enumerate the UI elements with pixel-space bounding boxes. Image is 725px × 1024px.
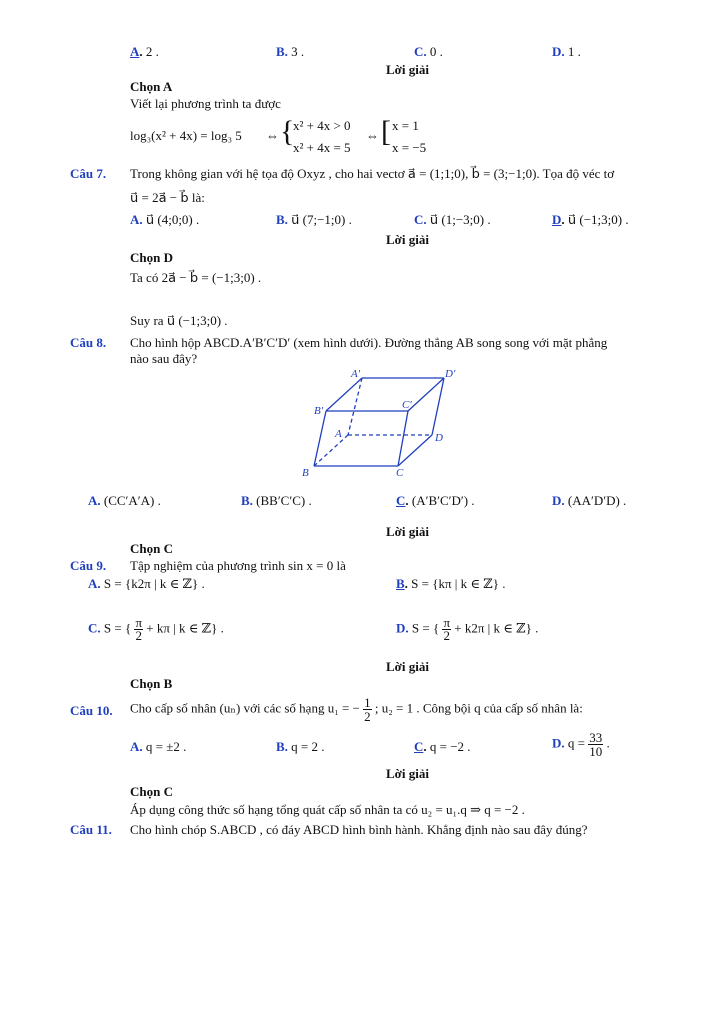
q8-text: Cho hình hộp ABCD.A′B′C′D′ (xem hình dưới). Đường thẳng AB song song với mặt phẳng	[130, 335, 608, 350]
q7-option-a[interactable]: A. u⃗ (4;0;0) .	[130, 212, 200, 227]
q7-option-c[interactable]: C. u⃗ (1;−3;0) .	[414, 212, 491, 227]
q9-option-d-post: + k2π | k ∈ ℤ} .	[454, 620, 539, 636]
q9-option-c-frac-den: 2	[135, 628, 142, 643]
q10-frac-num: 1	[364, 695, 371, 710]
q10-text	[130, 696, 583, 723]
q6-option-d-key: D	[552, 44, 562, 59]
q6-option-c-key: C	[414, 44, 424, 59]
q10-option-d-pre: q =	[567, 735, 585, 751]
edge-a1-b1	[326, 378, 362, 411]
q7-option-d-text: u⃗ (−1;3;0) .	[567, 212, 629, 227]
q10-option-d-frac-num: 33	[589, 730, 603, 745]
vertex-label-a: A	[335, 428, 342, 440]
q11-label: Câu 11.	[70, 822, 112, 837]
q7-option-b-key: B	[276, 212, 285, 227]
vertex-label-b: B	[302, 467, 309, 479]
q9-option-a[interactable]: A. S = {k2π | k ∈ ℤ} .	[88, 576, 205, 591]
q11-text: Cho hình chóp S.ABCD , có đáy ABCD hình bình hành. Khẳng định nào sau đây đúng?	[130, 822, 588, 837]
q9-option-c-pre: S = {	[103, 620, 132, 636]
q9-option-d-frac-den: 2	[443, 628, 450, 643]
q8-option-d-key: D	[552, 493, 562, 508]
q6-sys2-b: x = −5	[392, 140, 427, 155]
q8-option-c-text: (A′B′C′D′) .	[411, 493, 475, 508]
q10-option-d-frac-den: 10	[589, 744, 603, 759]
q6-solution-heading: Lời giải	[386, 62, 429, 77]
q8-solution-heading: Lời giải	[386, 524, 429, 539]
q9-option-b-text: S = {kπ | k ∈ ℤ} .	[411, 576, 506, 591]
q6-arrow-1: ⇔	[266, 128, 279, 143]
q6-brace-1: {	[280, 115, 295, 148]
q10-option-d-frac	[588, 731, 603, 758]
q9-option-c-frac	[134, 617, 143, 642]
q7-line1: Ta có 2a⃗ − b⃗ = (−1;3;0) .	[130, 270, 262, 285]
q10-frac-den: 2	[364, 709, 371, 724]
q9-option-b-key: B	[396, 576, 405, 591]
q7-option-a-text: u⃗ (4;0;0) .	[145, 212, 200, 227]
q8-option-b-key: B	[241, 493, 250, 508]
vertex-label-c1: C′	[402, 399, 412, 411]
q7-option-c-text: u⃗ (1;−3;0) .	[429, 212, 491, 227]
q6-line1: Viết lại phương trình ta được	[130, 96, 281, 111]
q6-bracket-2: [	[381, 115, 391, 148]
q9-option-c-frac-num: π	[135, 615, 143, 630]
q6-option-b-text: 3 .	[291, 44, 305, 59]
q9-option-d-frac	[442, 617, 451, 642]
q10-option-a-key: A	[130, 739, 140, 754]
q6-option-c-text: 0 .	[429, 44, 443, 59]
q7-line2: Suy ra u⃗ (−1;3;0) .	[130, 313, 228, 328]
parallelepiped-figure	[290, 364, 460, 482]
q9-option-d-pre: S = {	[411, 620, 440, 636]
q6-sys2-a: x = 1	[392, 118, 419, 133]
q6-option-b-key: B	[276, 44, 285, 59]
vertex-label-c: C	[396, 467, 404, 479]
q10-option-d[interactable]: D. q = $\frac{33}{10}$ .	[552, 730, 610, 759]
q7-option-d-key: D	[552, 212, 562, 227]
q9-text: Tập nghiệm của phương trình sin x = 0 là	[130, 558, 346, 573]
q7-text2: u⃗ = 2a⃗ − b⃗ là:	[130, 190, 205, 205]
q8-choice: Chọn C	[130, 541, 173, 556]
q6-sys1-a: x² + 4x > 0	[293, 118, 351, 133]
vertex-label-b1: B′	[314, 405, 324, 417]
q6-option-d[interactable]: D. 1 .	[552, 44, 581, 59]
q7-option-b-text: u⃗ (7;−1;0) .	[291, 212, 352, 227]
q9-option-a-key: A	[88, 576, 98, 591]
q8-label: Câu 8.	[70, 335, 107, 350]
q7-label: Câu 7.	[70, 166, 107, 181]
q6-eq-left: log₃(x² + 4x) = log₃ 5	[130, 128, 242, 143]
edge-a1-a	[348, 378, 362, 435]
q6-arrow-2: ⇔	[366, 128, 379, 143]
q7-choice: Chọn D	[130, 250, 173, 265]
q10-choice: Chọn C	[130, 784, 173, 799]
q6-option-a-text: 2 .	[145, 44, 159, 59]
q6-sys1-b: x² + 4x = 5	[293, 140, 351, 155]
q9-label: Câu 9.	[70, 558, 107, 573]
q8-option-a-text: (CC′A′A) .	[103, 493, 161, 508]
vertex-label-d: D	[435, 432, 443, 444]
q10-solution-heading: Lời giải	[386, 766, 429, 781]
q6-option-c[interactable]: C. 0 .	[414, 44, 443, 59]
q9-option-a-text: S = {k2π | k ∈ ℤ} .	[103, 576, 205, 591]
q8-option-b-text: (BB′C′C) .	[256, 493, 312, 508]
q7-text: Trong không gian với hệ tọa độ Oxyz , cho hai vectơ a⃗ = (1;1;0), b⃗ = (3;−1;0). Tọa độ véc tơ	[130, 166, 615, 181]
vertex-label-a1: A′	[351, 368, 361, 380]
q10-option-d-post: .	[606, 735, 610, 751]
q10-option-b-text: q = 2 .	[291, 739, 325, 754]
edge-b1-b	[314, 411, 326, 466]
q9-option-d-frac-num: π	[443, 615, 451, 630]
q7-option-a-key: A	[130, 212, 140, 227]
q8-text2: nào sau đây?	[130, 351, 198, 366]
q8-option-b[interactable]: B. (BB′C′C) .	[241, 493, 312, 508]
q10-frac	[363, 696, 372, 723]
q6-option-b[interactable]: B. 3 .	[276, 44, 305, 59]
q7-option-c-key: C	[414, 212, 424, 227]
q10-line1: Áp dụng công thức số hạng tổng quát cấp số nhân ta có u₂ = u₁.q ⇒ q = −2 .	[130, 802, 525, 817]
q6-option-a-key: A	[130, 44, 140, 59]
q8-option-d[interactable]: D. (AA′D′D) .	[552, 493, 627, 508]
q9-option-d-key: D	[396, 620, 406, 636]
q8-option-d-text: (AA′D′D) .	[567, 493, 627, 508]
q10-label: Câu 10.	[70, 703, 113, 718]
q10-option-b[interactable]: B. q = 2 .	[276, 739, 325, 754]
q8-option-c-key: C	[396, 493, 406, 508]
q9-option-d[interactable]: D. S = { $\frac{\pi}{2}$ + k2π | k ∈ ℤ} .	[396, 615, 539, 643]
q10-option-c[interactable]: C. q = −2 .	[414, 739, 471, 754]
vertex-label-d1: D′	[445, 368, 456, 380]
q9-option-b[interactable]: B. S = {kπ | k ∈ ℤ} .	[396, 576, 506, 591]
q10-text-b: ; u₂ = 1 . Công bội q của cấp số nhân là:	[374, 700, 583, 716]
q10-text-a: Cho cấp số nhân (uₙ) với các số hạng u₁ = −	[130, 700, 360, 716]
q9-option-c[interactable]: C. S = { $\frac{\pi}{2}$ + kπ | k ∈ ℤ} .	[88, 615, 224, 643]
q8-option-a[interactable]: A. (CC′A′A) .	[88, 493, 161, 508]
q10-option-c-key: C	[414, 739, 424, 754]
q6-choice: Chọn A	[130, 79, 173, 94]
q6-option-d-text: 1 .	[567, 44, 581, 59]
q9-choice: Chọn B	[130, 676, 173, 691]
q10-option-c-text: q = −2 .	[429, 739, 471, 754]
q10-option-b-key: B	[276, 739, 285, 754]
q9-solution-heading: Lời giải	[386, 659, 429, 674]
q7-solution-heading: Lời giải	[386, 232, 429, 247]
q8-option-a-key: A	[88, 493, 98, 508]
q9-option-c-key: C	[88, 620, 98, 636]
q7-option-d[interactable]: D. u⃗ (−1;3;0) .	[552, 212, 629, 227]
q7-option-b[interactable]: B. u⃗ (7;−1;0) .	[276, 212, 352, 227]
q9-option-c-post: + kπ | k ∈ ℤ} .	[146, 620, 224, 636]
q8-option-c[interactable]: C. (A′B′C′D′) .	[396, 493, 475, 508]
q10-option-d-key: D	[552, 735, 562, 751]
q6-option-a[interactable]: A. 2 .	[130, 44, 159, 59]
q10-option-a-text: q = ±2 .	[145, 739, 187, 754]
q10-option-a[interactable]: A. q = ±2 .	[130, 739, 187, 754]
